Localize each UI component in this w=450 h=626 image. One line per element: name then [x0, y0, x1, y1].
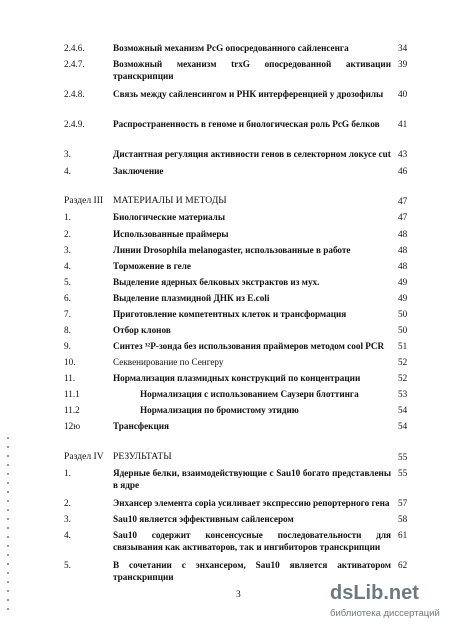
toc-page: 50 — [398, 309, 408, 319]
toc-number: 3. — [64, 149, 71, 159]
toc-number: 7. — [64, 309, 71, 319]
toc-number: 10. — [64, 357, 76, 367]
toc-number: 11.2 — [64, 405, 80, 415]
margin-dots — [6, 430, 10, 610]
toc-number: 6. — [64, 293, 71, 303]
toc-title: Отбор клонов — [113, 325, 171, 335]
toc-title: Нормализация плазмидных конструкций по концентрации — [113, 373, 361, 383]
toc-number: 12ю — [64, 421, 81, 431]
watermark-tagline: библиотека диссертаций — [330, 608, 440, 619]
page-number: 3 — [236, 590, 241, 600]
toc-title: МАТЕРИАЛЫ И МЕТОДЫ — [113, 195, 227, 206]
toc-title: Возможный механизм PcG опосредованного сайленсенга — [113, 43, 349, 53]
toc-number: 2.4.8. — [64, 89, 85, 99]
toc-title: Выделение ядерных белковых экстрактов из мух. — [113, 277, 320, 287]
toc-page: 48 — [398, 245, 408, 255]
toc-page: 43 — [398, 149, 408, 159]
toc-page: 47 — [398, 196, 408, 206]
toc-title: Sau10 содержит консенсусные последовательности для связывания как активаторов, так и ингибиторов транскрипции — [113, 530, 391, 552]
toc-page: 46 — [398, 166, 408, 176]
toc-number: 3. — [64, 514, 71, 524]
toc-page: 57 — [398, 498, 408, 508]
toc-number: 2.4.7. — [64, 59, 85, 69]
toc-title: Нормализация с использованием Саузери блоттинга — [140, 389, 359, 399]
toc-number: 1. — [64, 212, 71, 222]
toc-page: 55 — [398, 468, 408, 478]
toc-number: 8. — [64, 325, 71, 335]
toc-page: 47 — [398, 212, 408, 222]
toc-number: Раздел III — [64, 195, 104, 206]
watermark — [330, 582, 450, 626]
toc-number: 2. — [64, 498, 71, 508]
toc-title: Энхансер элемента copia усиливает экспрессию репортерного гена — [113, 498, 390, 508]
toc-page: 53 — [398, 389, 408, 399]
toc-page: 54 — [398, 421, 408, 431]
toc-number: Раздел IV — [64, 451, 104, 462]
toc-title: Секвенирование по Сенгеру — [113, 357, 224, 367]
toc-number: 5. — [64, 560, 71, 570]
toc-page: 48 — [398, 229, 408, 239]
toc-page: 49 — [398, 277, 408, 287]
toc-number: 2.4.6. — [64, 43, 85, 53]
toc-number: 11.1 — [64, 389, 80, 399]
toc-title: Торможение в геле — [113, 261, 191, 271]
toc-title: РЕЗУЛЬТАТЫ — [113, 451, 172, 462]
toc-page: 41 — [398, 119, 408, 129]
toc-title: Распространенность в геноме и биологическая роль PcG белков — [113, 119, 380, 129]
toc-title: Линии Drosophila melanogaster, использованные в работе — [113, 245, 351, 255]
toc-number: 4. — [64, 166, 71, 176]
toc-title: Синтез ³²P-зонда без использования праймеров методом cool PCR — [113, 341, 385, 351]
toc-number: 4. — [64, 530, 71, 540]
toc-page: 48 — [398, 261, 408, 271]
toc-page: 62 — [398, 560, 408, 570]
toc-title: Нормализация по бромистому этидию — [140, 405, 299, 415]
toc-page: 40 — [398, 89, 408, 99]
watermark-site: dsLib.net — [330, 582, 419, 604]
toc-number: 9. — [64, 341, 71, 351]
toc-title: Приготовление компетентных клеток и трансформация — [113, 309, 347, 319]
toc-title: Биологические материалы — [113, 212, 226, 222]
toc-number: 5. — [64, 277, 71, 287]
toc-title: Sau10 является эффективным сайленсером — [113, 514, 294, 524]
toc-number: 1. — [64, 468, 71, 478]
toc-page: 51 — [398, 341, 408, 351]
toc-page: 54 — [398, 405, 408, 415]
toc-number: 2. — [64, 229, 71, 239]
toc-title: Заключение — [113, 166, 164, 176]
toc-page: 50 — [398, 325, 408, 335]
toc-title: Дистантная регуляция активности генов в селекторном локусе cut — [113, 149, 391, 159]
toc-title: Связь между сайленсингом и РНК интерференцией у дрозофилы — [113, 89, 384, 99]
toc-page: 61 — [398, 530, 408, 540]
toc-page: 58 — [398, 514, 408, 524]
toc-title: Трансфекция — [113, 421, 170, 431]
toc-page: 52 — [398, 357, 408, 367]
toc-page: 39 — [398, 59, 408, 69]
toc-number: 4. — [64, 261, 71, 271]
toc-page: 55 — [398, 452, 408, 462]
toc-page: 34 — [398, 43, 408, 53]
toc-number: 11. — [64, 373, 76, 383]
toc-title: В сочетании с энхансером, Sau10 является активатором транскрипции — [113, 560, 391, 582]
toc-title: Ядерные белки, взаимодействующие с Sau10 богато представлены в ядре — [113, 468, 391, 490]
toc-number: 2.4.9. — [64, 119, 85, 129]
toc-title: Возможный механизм trxG опосредованной активации транскрипции — [113, 59, 391, 81]
toc-page: 49 — [398, 293, 408, 303]
toc-title: Использованные праймеры — [113, 229, 229, 239]
toc-page: 52 — [398, 373, 408, 383]
toc-number: 3. — [64, 245, 71, 255]
toc-title: Выделение плазмидной ДНК из E.coli — [113, 293, 270, 303]
